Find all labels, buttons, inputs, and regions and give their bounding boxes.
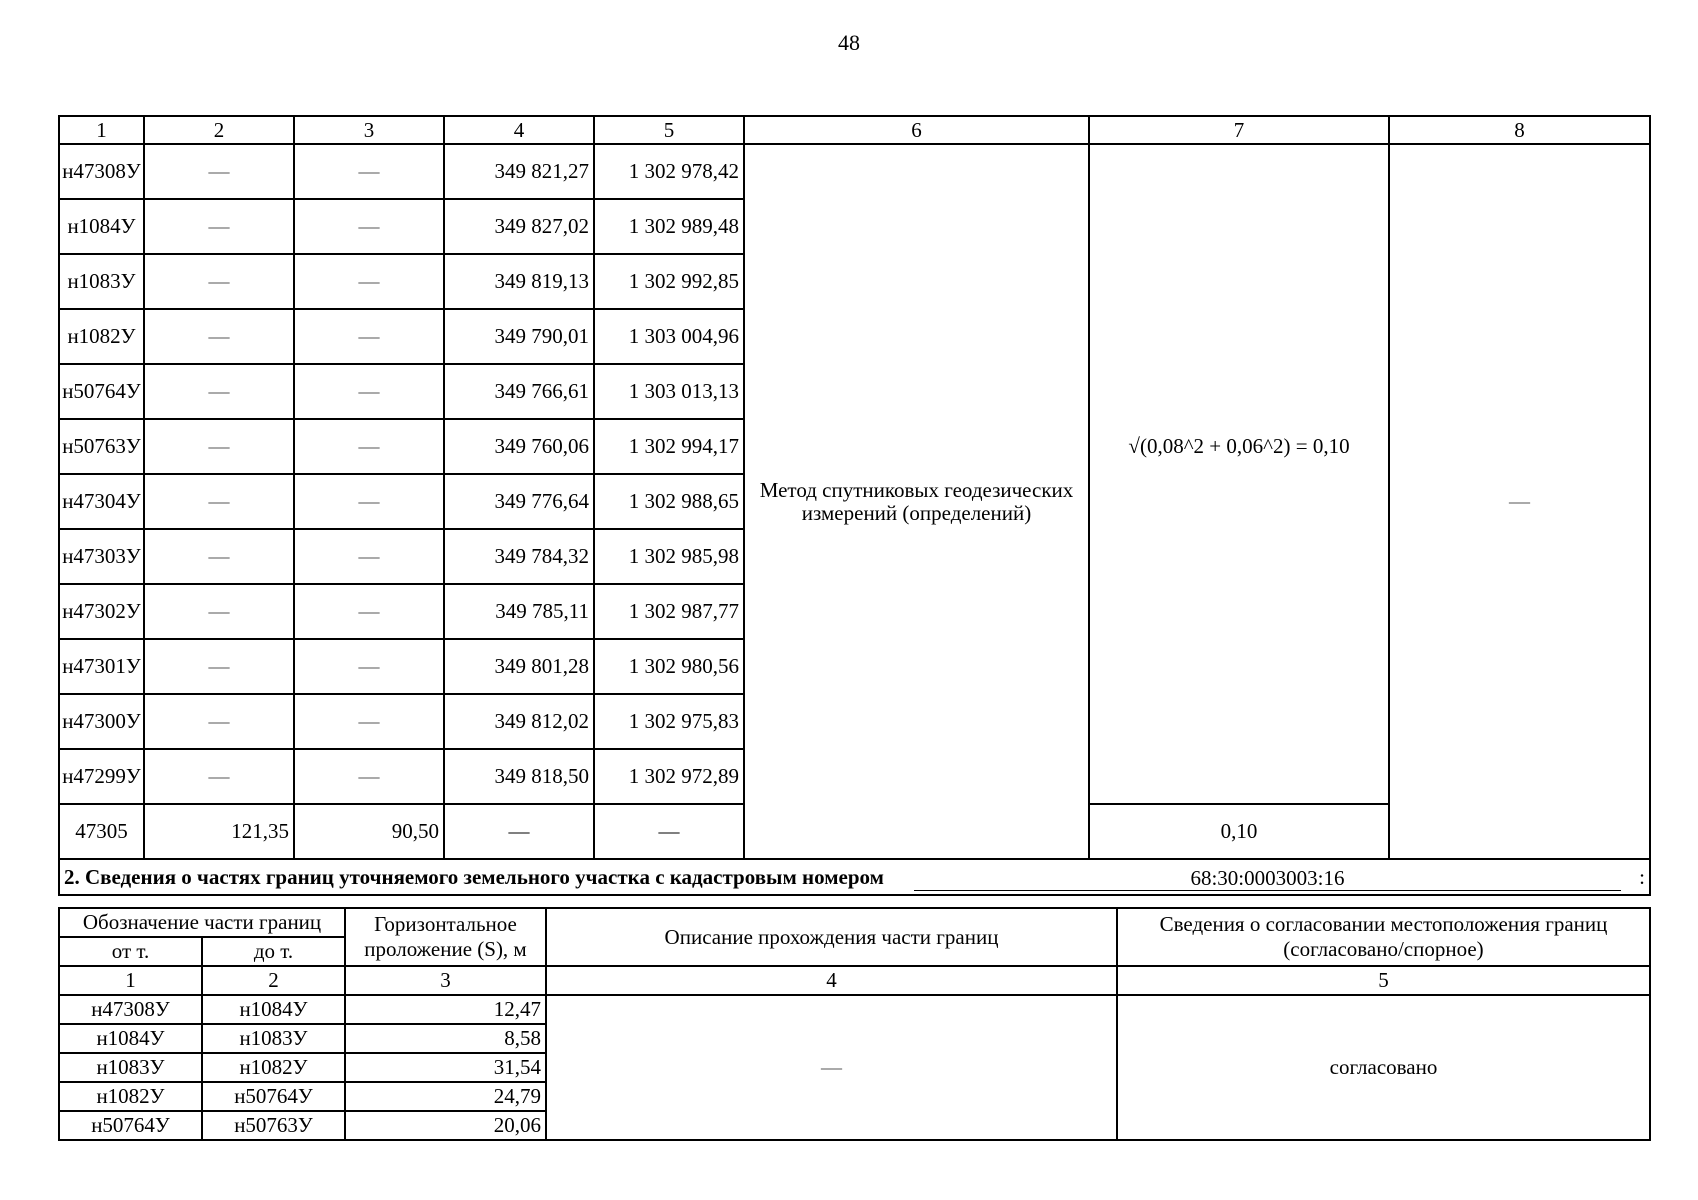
point-name: н47308У — [59, 144, 144, 199]
cell-2: — — [144, 529, 294, 584]
cell-2: — — [144, 309, 294, 364]
coord-y: 1 302 985,98 — [594, 529, 744, 584]
point-name: н50763У — [59, 419, 144, 474]
cell-2: — — [144, 474, 294, 529]
cell-2: — — [144, 419, 294, 474]
agreement-header: Сведения о согласовании местоположения границ (согласовано/спорное) — [1117, 908, 1650, 966]
cell-2: — — [144, 144, 294, 199]
point-name: н47304У — [59, 474, 144, 529]
cell-3: — — [294, 584, 444, 639]
point-name: н47303У — [59, 529, 144, 584]
coord-y: 1 303 004,96 — [594, 309, 744, 364]
from-point: н50764У — [59, 1111, 202, 1140]
coord-y: 1 302 994,17 — [594, 419, 744, 474]
col-number-1: 1 — [59, 966, 202, 995]
point-name: н47299У — [59, 749, 144, 804]
col-header-6: 6 — [744, 116, 1089, 144]
col-header-3: 3 — [294, 116, 444, 144]
horizontal-distance: 8,58 — [345, 1024, 546, 1053]
from-point: н47308У — [59, 995, 202, 1024]
cell-3: — — [294, 199, 444, 254]
coord-y: 1 302 972,89 — [594, 749, 744, 804]
section2-row — [59, 859, 1650, 895]
point-name: н47301У — [59, 639, 144, 694]
cell-3: — — [294, 639, 444, 694]
accuracy-cell — [1089, 144, 1389, 859]
point-name: н47302У — [59, 584, 144, 639]
horizontal-distance: 20,06 — [345, 1111, 546, 1140]
to-point: н50763У — [202, 1111, 345, 1140]
cell-3: — — [294, 309, 444, 364]
horizontal-distance: 31,54 — [345, 1053, 546, 1082]
col-header-1: 1 — [59, 116, 144, 144]
coord-y: 1 302 992,85 — [594, 254, 744, 309]
point-name: н1084У — [59, 199, 144, 254]
table-row — [59, 995, 1650, 1024]
description-cell: — — [546, 995, 1117, 1140]
coord-x: 349 785,11 — [444, 584, 594, 639]
point-name: н1082У — [59, 309, 144, 364]
coord-y: 1 302 980,56 — [594, 639, 744, 694]
to-point: н1083У — [202, 1024, 345, 1053]
cell-3: — — [294, 144, 444, 199]
coord-x: 349 812,02 — [444, 694, 594, 749]
point-name: 47305 — [59, 804, 144, 859]
coord-y: 1 302 978,42 — [594, 144, 744, 199]
page-number: 48 — [838, 30, 860, 55]
from-point: н1082У — [59, 1082, 202, 1111]
coord-x: 349 821,27 — [444, 144, 594, 199]
accuracy-formula: √(0,08^2 + 0,06^2) = 0,10 — [1128, 433, 1350, 458]
col-header-4: 4 — [444, 116, 594, 144]
point-name: н47300У — [59, 694, 144, 749]
coord-x: 349 784,32 — [444, 529, 594, 584]
coord-x: 349 801,28 — [444, 639, 594, 694]
cadastral-number: 68:30:0003003:16 — [914, 864, 1621, 891]
col-number-2: 2 — [202, 966, 345, 995]
col-number-4: 4 — [546, 966, 1117, 995]
table-row — [59, 144, 1650, 199]
cell-2: — — [144, 584, 294, 639]
col8-cell: — — [1389, 144, 1650, 859]
header-row — [59, 116, 1650, 144]
horizontal-distance: 24,79 — [345, 1082, 546, 1111]
agreement-cell: согласовано — [1117, 995, 1650, 1140]
cell-3: — — [294, 529, 444, 584]
section2-title-cell — [59, 859, 1650, 895]
cell-2: 121,35 — [144, 804, 294, 859]
from-header: от т. — [59, 937, 202, 966]
coord-x: 349 819,13 — [444, 254, 594, 309]
boundary-parts-table — [58, 907, 1651, 1141]
coord-x: — — [444, 804, 594, 859]
coord-x: 349 827,02 — [444, 199, 594, 254]
coord-y: 1 302 975,83 — [594, 694, 744, 749]
coord-x: 349 776,64 — [444, 474, 594, 529]
coord-x: 349 766,61 — [444, 364, 594, 419]
section2-colon: : — [1639, 864, 1645, 889]
point-name: н50764У — [59, 364, 144, 419]
cell-3: — — [294, 749, 444, 804]
number-row — [59, 966, 1650, 995]
horizontal-distance: 12,47 — [345, 995, 546, 1024]
horizontal-header: Горизонтальное проложение (S), м — [345, 908, 546, 966]
cell-2: — — [144, 254, 294, 309]
col-number-3: 3 — [345, 966, 546, 995]
coord-y: 1 302 989,48 — [594, 199, 744, 254]
coord-y: 1 302 987,77 — [594, 584, 744, 639]
point-name: н1083У — [59, 254, 144, 309]
cell-3: — — [294, 419, 444, 474]
from-point: н1084У — [59, 1024, 202, 1053]
header-row — [59, 908, 1650, 937]
accuracy-last: 0,10 — [1090, 803, 1388, 858]
cell-2: — — [144, 364, 294, 419]
cell-2: — — [144, 694, 294, 749]
section2-title: 2. Сведения о частях границ уточняемого земельного участка с кадастровым номером — [64, 864, 884, 889]
cell-2: — — [144, 639, 294, 694]
from-point: н1083У — [59, 1053, 202, 1082]
coordinates-table — [58, 115, 1651, 896]
coord-x: 349 790,01 — [444, 309, 594, 364]
col-header-7: 7 — [1089, 116, 1389, 144]
to-header: до т. — [202, 937, 345, 966]
col-header-5: 5 — [594, 116, 744, 144]
to-point: н1082У — [202, 1053, 345, 1082]
to-point: н1084У — [202, 995, 345, 1024]
coord-y: 1 302 988,65 — [594, 474, 744, 529]
cell-3: — — [294, 364, 444, 419]
to-point: н50764У — [202, 1082, 345, 1111]
coord-x: 349 818,50 — [444, 749, 594, 804]
coord-y: — — [594, 804, 744, 859]
cell-2: — — [144, 749, 294, 804]
coord-x: 349 760,06 — [444, 419, 594, 474]
col-number-5: 5 — [1117, 966, 1650, 995]
cell-2: — — [144, 199, 294, 254]
cell-3: — — [294, 254, 444, 309]
method-cell: Метод спутниковых геодезических измерений (определений) — [744, 144, 1089, 859]
cell-3: 90,50 — [294, 804, 444, 859]
description-header: Описание прохождения части границ — [546, 908, 1117, 966]
coord-y: 1 303 013,13 — [594, 364, 744, 419]
col-header-2: 2 — [144, 116, 294, 144]
designation-header: Обозначение части границ — [59, 908, 345, 937]
cell-3: — — [294, 694, 444, 749]
col-header-8: 8 — [1389, 116, 1650, 144]
cell-3: — — [294, 474, 444, 529]
